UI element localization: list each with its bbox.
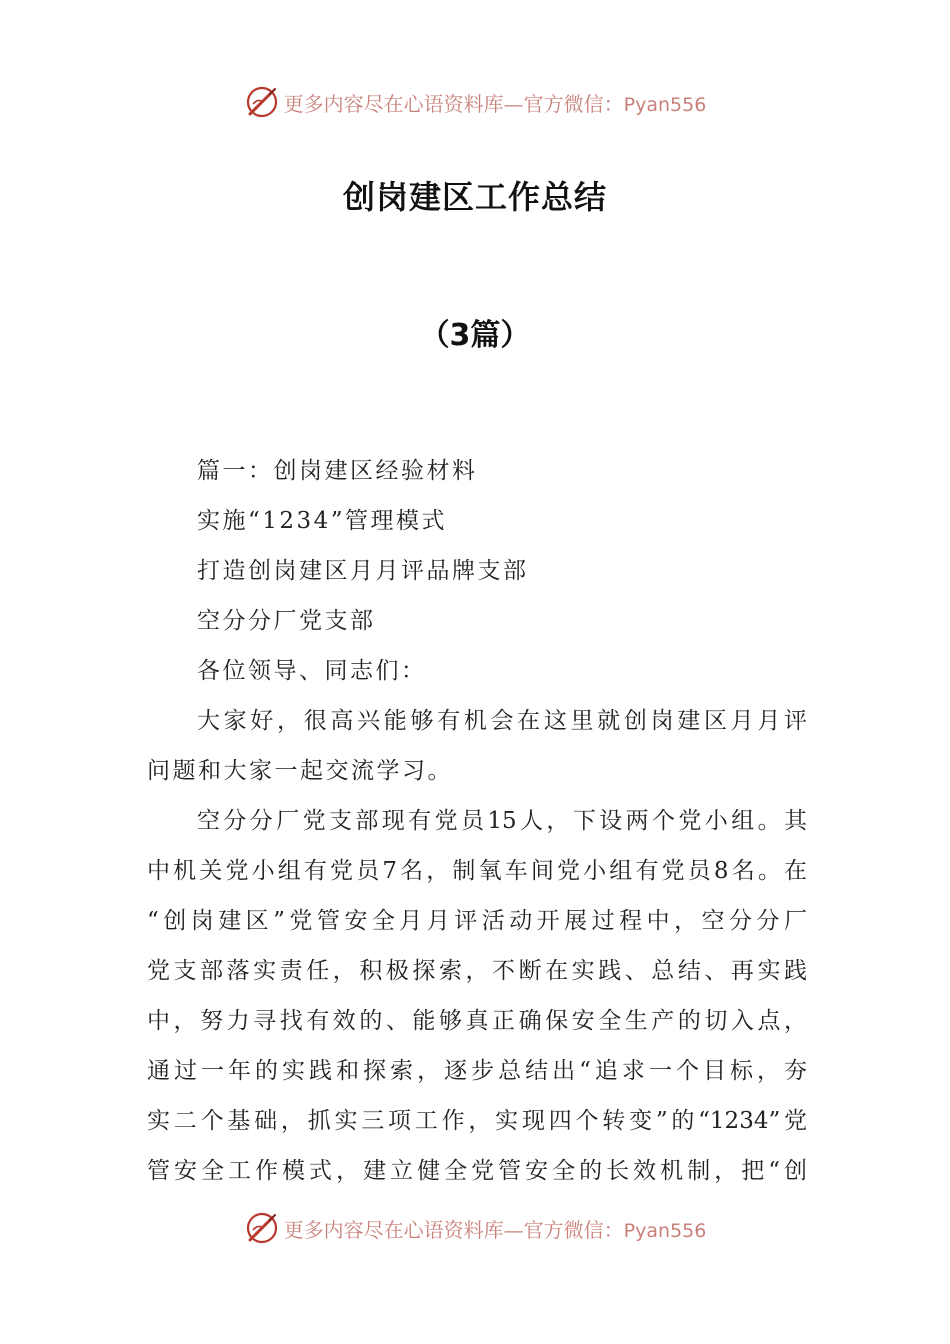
body-line: 篇一：创岗建区经验材料: [197, 458, 478, 484]
watermark-text: [284, 1214, 707, 1243]
body-line: 问题和大家一起交流学习。: [147, 758, 453, 784]
body-line: 通过一年的实践和探索，逐步总结出“追求一个目标，夯: [147, 1058, 807, 1084]
pen-circle-logo-icon: [244, 1210, 280, 1246]
document-title: 创岗建区工作总结: [342, 178, 607, 216]
body-line: 中机关党小组有党员7名，制氧车间党小组有党员8名。在: [147, 858, 807, 884]
body-line: 党支部落实责任，积极探索，不断在实践、总结、再实践: [147, 958, 807, 984]
body-line: 空分分厂党支部现有党员15人，下设两个党小组。其: [197, 808, 807, 834]
pen-circle-logo-icon: [244, 84, 280, 120]
body-line: 管安全工作模式，建立健全党管安全的长效机制，把“创: [147, 1158, 807, 1184]
body-line: 中，努力寻找有效的、能够真正确保安全生产的切入点，: [147, 1008, 807, 1034]
body-line: 实施“1234”管理模式: [197, 508, 448, 534]
header-watermark: [0, 84, 950, 120]
body-line: 实二个基础，抓实三项工作，实现四个转变”的“1234”党: [147, 1108, 807, 1134]
body-line: “创岗建区”党管安全月月评活动开展过程中，空分分厂: [147, 908, 807, 934]
body-line: 空分分厂党支部: [197, 608, 376, 634]
body-line: 大家好，很高兴能够有机会在这里就创岗建区月月评: [197, 708, 807, 734]
document-subtitle: （3篇）: [419, 318, 531, 353]
watermark-text: [284, 88, 707, 117]
body-line: 打造创岗建区月月评品牌支部: [197, 558, 529, 584]
watermark-slogan: 更多内容尽在心语资料库—官方微信：: [283, 91, 624, 116]
watermark-wechat-id: Pyan556: [623, 1219, 707, 1242]
footer-watermark: [0, 1210, 950, 1246]
body-line: 各位领导、同志们：: [197, 658, 427, 684]
watermark-slogan: 更多内容尽在心语资料库—官方微信：: [283, 1217, 624, 1242]
watermark-wechat-id: Pyan556: [623, 93, 707, 116]
document-body: [147, 446, 807, 1196]
